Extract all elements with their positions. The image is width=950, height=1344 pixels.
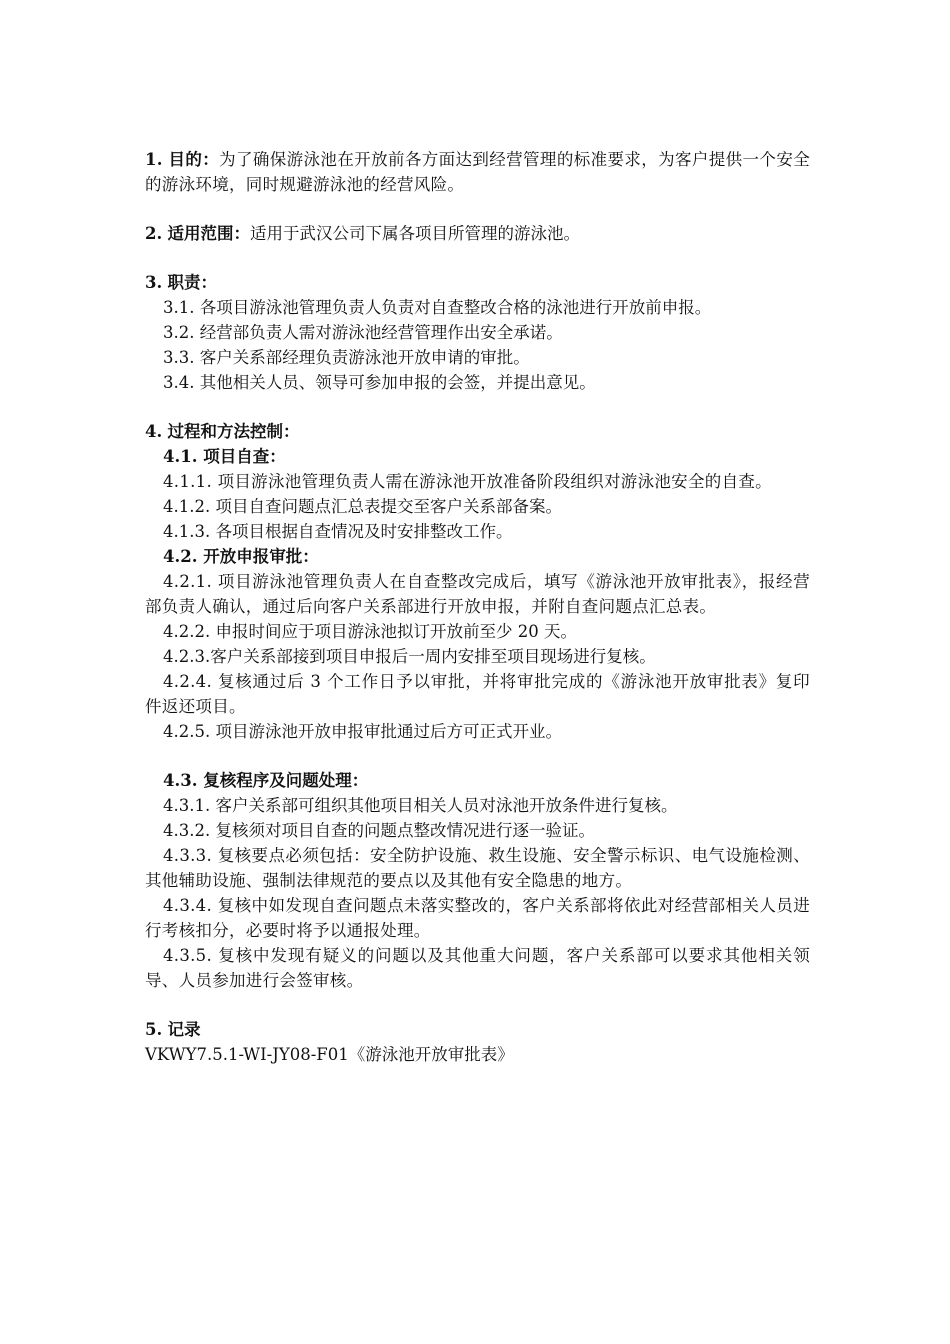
document-body — [145, 147, 810, 1067]
list-item: 3.3. 客户关系部经理负责游泳池开放申请的审批。 — [163, 348, 530, 367]
list-item: 4.3.1. 客户关系部可组织其他项目相关人员对泳池开放条件进行复核。 — [163, 796, 678, 815]
list-item: 4.2.5. 项目游泳池开放申报审批通过后方可正式开业。 — [163, 722, 562, 741]
section-process — [145, 419, 810, 444]
list-item: 4.2.3.客户关系部接到项目申报后一周内安排至项目现场进行复核。 — [163, 647, 656, 666]
list-item: 4.2.4. 复核通过后 3 个工作日予以审批，并将审批完成的《游泳池开放审批表》复印件返还项目。 — [145, 672, 810, 716]
section-number: 4. — [145, 422, 163, 441]
section-number: 5. — [145, 1020, 163, 1039]
section-scope — [145, 221, 810, 246]
list-item: 3.2. 经营部负责人需对游泳池经营管理作出安全承诺。 — [163, 323, 563, 342]
list-item: 4.3.3. 复核要点必须包括：安全防护设施、救生设施、安全警示标识、电气设施检测、其他辅助设施、强制法律规范的要点以及其他有安全隐患的地方。 — [145, 846, 810, 890]
section-number: 2. — [145, 224, 163, 243]
list-item: 4.1.1. 项目游泳池管理负责人需在游泳池开放准备阶段组织对游泳池安全的自查。 — [163, 472, 772, 491]
subsection-heading: 4.2. 开放申报审批： — [163, 547, 319, 566]
record-reference: VKWY7.5.1-WI-JY08-F01《游泳池开放审批表》 — [145, 1045, 514, 1064]
section-text: 为了确保游泳池在开放前各方面达到经营管理的标准要求，为客户提供一个安全的游泳环境，同时规避游泳池的经营风险。 — [145, 150, 811, 194]
section-heading: 记录 — [167, 1020, 201, 1039]
section-number: 3. — [145, 273, 163, 292]
list-item: 4.3.4. 复核中如发现自查问题点未落实整改的，客户关系部将依此对经营部相关人员进行考核扣分，必要时将予以通报处理。 — [145, 896, 810, 940]
subsection-heading: 4.1. 项目自查： — [163, 447, 286, 466]
section-number: 1. — [145, 150, 163, 169]
section-heading: 过程和方法控制： — [167, 422, 300, 441]
list-item: 4.1.2. 项目自查问题点汇总表提交至客户关系部备案。 — [163, 497, 562, 516]
list-item: 4.2.1. 项目游泳池管理负责人在自查整改完成后，填写《游泳池开放审批表》，报经营部负责人确认，通过后向客户关系部进行开放申报，并附自查问题点汇总表。 — [145, 572, 810, 616]
section-records — [145, 1017, 810, 1042]
list-item: 3.1. 各项目游泳池管理负责人负责对自查整改合格的泳池进行开放前申报。 — [163, 298, 712, 317]
section-responsibilities — [145, 270, 810, 295]
list-item: 4.3.2. 复核须对项目自查的问题点整改情况进行逐一验证。 — [163, 821, 595, 840]
list-item: 4.3.5. 复核中发现有疑义的问题以及其他重大问题，客户关系部可以要求其他相关领导、人员参加进行会签审核。 — [145, 946, 810, 990]
section-heading: 职责： — [167, 273, 217, 292]
section-purpose — [145, 147, 810, 197]
section-heading: 适用范围： — [167, 224, 250, 243]
subsection-heading: 4.3. 复核程序及问题处理： — [163, 771, 369, 790]
list-item: 4.1.3. 各项目根据自查情况及时安排整改工作。 — [163, 522, 513, 541]
list-item: 3.4. 其他相关人员、领导可参加申报的会签，并提出意见。 — [163, 373, 596, 392]
list-item: 4.2.2. 申报时间应于项目游泳池拟订开放前至少 20 天。 — [163, 622, 577, 641]
section-text: 适用于武汉公司下属各项目所管理的游泳池。 — [249, 224, 580, 243]
section-heading: 目的： — [168, 150, 220, 169]
